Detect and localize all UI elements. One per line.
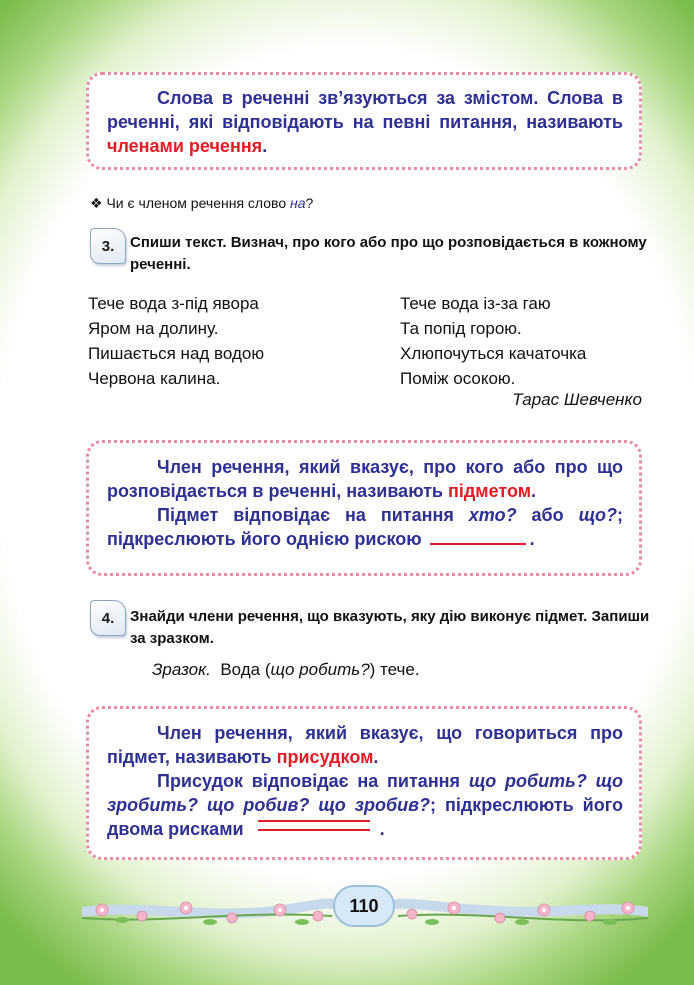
question-line xyxy=(90,195,313,212)
example-label: Зразок. xyxy=(152,660,211,679)
rule-paragraph xyxy=(107,769,623,841)
poem-line: Тече вода з-під явора xyxy=(88,294,259,313)
poem-line: Пишається над водою xyxy=(88,344,265,363)
single-underline-sample xyxy=(430,529,526,545)
rule-question: що? xyxy=(578,505,617,525)
task-number: 4. xyxy=(101,609,115,627)
rule-text-main: Слова в реченні зв’язуються за змістом. Слова в реченні, які відповідають на певні питання, називають xyxy=(107,88,623,132)
diamond-bullet-icon: ❖ xyxy=(90,195,103,211)
rule-questions: що робить? що зробить? що робив? що зробив? xyxy=(107,771,624,815)
rule-text: Підмет відповідає на питання xyxy=(157,505,469,525)
question-word: на xyxy=(290,195,306,211)
rule-term-highlight: підметом xyxy=(448,481,532,501)
rule-question: хто? xyxy=(468,505,517,525)
rule-text xyxy=(107,86,623,158)
example-line xyxy=(152,660,420,680)
rule-box-predicate xyxy=(86,706,642,860)
double-underline-sample xyxy=(258,820,370,831)
rule-box-parts-of-sentence xyxy=(86,72,642,170)
task-number-badge xyxy=(90,600,126,636)
rule-paragraph xyxy=(107,721,623,769)
poem-author: Тарас Шевченко xyxy=(512,390,642,409)
page-number xyxy=(333,885,395,927)
poem-line: Хлюпочуться качаточка xyxy=(400,344,587,363)
rule-text-end: . xyxy=(531,481,537,501)
example-question: що робить? xyxy=(270,660,370,679)
rule-text: ; підкреслюють його однією рискою xyxy=(107,505,623,549)
ribbon-right-icon xyxy=(397,904,648,912)
rule-text-end: . xyxy=(529,529,535,549)
rule-text: Член речення, який вказує, про кого або про що розповідається в реченні, називають xyxy=(107,457,623,501)
question-mark: ? xyxy=(305,195,314,211)
rule-term-highlight: членами речення xyxy=(107,136,263,156)
rule-text: або xyxy=(516,505,579,525)
poem-line: Поміж осокою. xyxy=(400,369,516,388)
poem-line: Яром на долину. xyxy=(88,319,219,338)
rule-text-end: . xyxy=(373,747,379,767)
question-text: Чи є членом речення слово xyxy=(106,195,290,211)
rule-text: ; підкреслюють його двома рисками xyxy=(107,795,623,839)
example-text: ) тече. xyxy=(369,660,420,679)
rule-text: Присудок відповідає на питання xyxy=(157,771,469,791)
rule-text: Член речення, який вказує, що говориться про підмет, називають xyxy=(107,723,623,767)
poem-line: Тече вода із-за гаю xyxy=(400,294,551,313)
rule-text-end: . xyxy=(379,819,385,839)
task-instruction: Спиши текст. Визнач, про кого або про що розповідається в кожному реченні. xyxy=(130,234,647,273)
task-number: 3. xyxy=(101,237,115,255)
poem-line: Червона калина. xyxy=(88,369,221,388)
rule-box-subject xyxy=(86,440,642,576)
rule-text-end: . xyxy=(262,136,268,156)
example-text: Вода ( xyxy=(220,660,271,679)
task-instruction: Знайди члени речення, що вказують, яку дію виконує підмет. Запиши за зразком. xyxy=(130,608,650,647)
rule-paragraph xyxy=(107,455,623,503)
poem-right-column xyxy=(400,291,586,391)
poem-left-column xyxy=(88,291,264,391)
ribbon-left-icon xyxy=(82,903,333,913)
poem-line: Та попід горою. xyxy=(400,319,522,338)
task-number-badge xyxy=(90,228,126,264)
rule-term-highlight: присудком xyxy=(276,747,374,767)
page-number-text: 110 xyxy=(349,895,379,916)
rule-paragraph xyxy=(107,503,623,551)
